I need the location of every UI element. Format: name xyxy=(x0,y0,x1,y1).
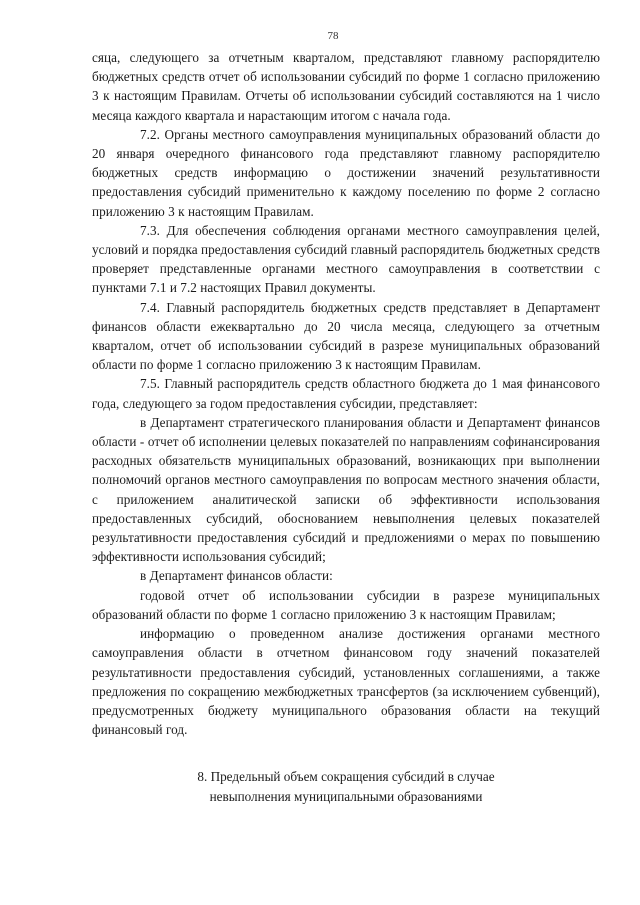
paragraph-analysis-info: информацию о проведенном анализе достижения органами местного самоуправления области в отчетном финансовом году значений показателей результативности предоставления субсидий, установленных соглашениями, а также предложения по сокращению межбюджетных трансфертов (за исключением субвенций), предусмотренных бюджету муниципального образования области на текущий финансовый год. xyxy=(92,626,600,738)
paragraph-7-4: 7.4. Главный распорядитель бюджетных средств представляет в Департамент финансов области ежеквартально до 20 числа месяца, следующего за отчетным кварталом, отчет об использовании субсидий в разрезе муниципальных образований области по форме 1 согласно приложению 3 к настоящим Правилам. xyxy=(92,299,600,373)
section-heading xyxy=(92,767,600,806)
paragraph-continuation: сяца, следующего за отчетным кварталом, представляют главному распорядителю бюджетных средств отчет об использовании субсидий по форме 1 согласно приложению 3 к настоящим Правилам. Отчеты об использовании субсидий составляются на 1 число месяца каждого квартала и нарастающим итогом с начала года. xyxy=(92,50,600,123)
paragraph-annual-report: годовой отчет об использовании субсидии в разрезе муниципальных образований области по форме 1 согласно приложению 3 к настоящим Правилам; xyxy=(92,587,600,622)
paragraph-strategic-dept: в Департамент стратегического планирования области и Департамент финансов области - отчет об исполнении целевых показателей по направлениям софинансирования расходных обязательств муниципальных образований, возникающих при выполнении полномочий органов местного самоуправления по вопросам местного значения области, с приложением аналитической записки об эффективности использования предоставленных субсидий, обоснованием невыполнения целевых показателей результативности предоставления субсидий и предложениями о мерах по повышению эффективности использования субсидий; xyxy=(92,414,600,565)
section-heading-line-2: невыполнения муниципальными образованиями xyxy=(209,788,483,804)
paragraph-7-3: 7.3. Для обеспечения соблюдения органами местного самоуправления целей, условий и порядка предоставления субсидий главный распорядитель бюджетных средств проверяет представленные органами местного самоуправления в соответствии с пунктами 7.1 и 7.2 настоящих Правил документы. xyxy=(92,222,600,296)
paragraph-finance-dept: в Департамент финансов области: xyxy=(140,568,333,584)
page-number: 78 xyxy=(327,30,339,42)
section-heading-line-1: 8. Предельный объем сокращения субсидий в случае xyxy=(197,769,495,785)
paragraph-7-2: 7.2. Органы местного самоуправления муниципальных образований области до 20 января очередного финансового года представляют главному распорядителю бюджетных средств информацию о достижении значений результативности предоставления субсидий применительно к каждому поселению по форме 2 согласно приложению 3 к настоящим Правилам. xyxy=(92,126,600,219)
paragraph-7-5: 7.5. Главный распорядитель средств областного бюджета до 1 мая финансового года, следующего за годом предоставления субсидии, представляет: xyxy=(92,376,600,411)
